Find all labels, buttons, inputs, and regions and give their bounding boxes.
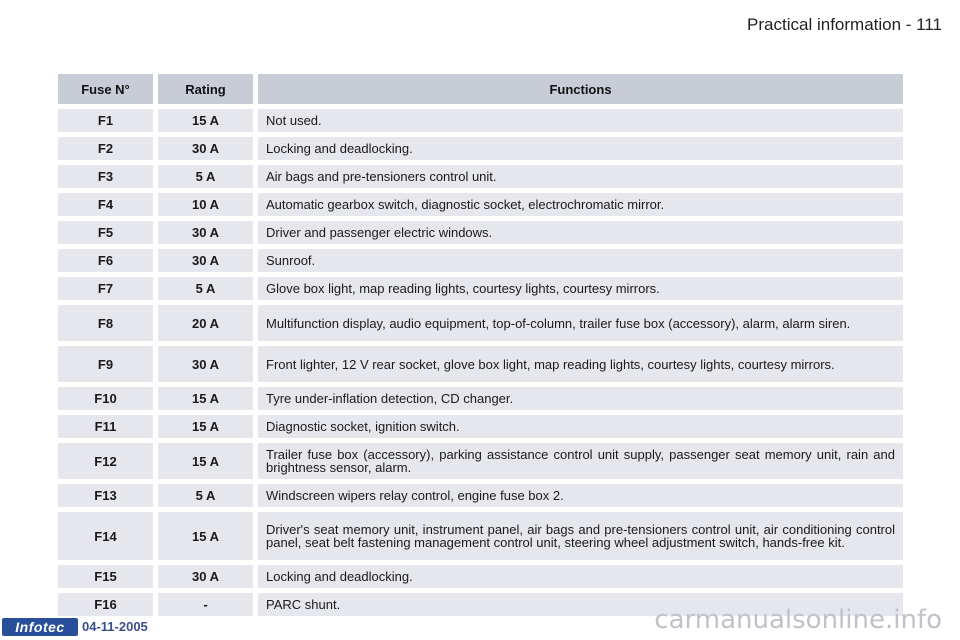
- fuse-rating: -: [158, 593, 258, 616]
- fuse-rating: 30 A: [158, 249, 258, 272]
- table-row: [58, 165, 903, 188]
- fuse-function: PARC shunt.: [258, 593, 903, 616]
- fuse-rating: 20 A: [158, 305, 258, 341]
- fuse-rating: 30 A: [158, 346, 258, 382]
- infotec-logo: Infotec: [2, 618, 78, 636]
- fuse-table: [58, 69, 903, 621]
- header-functions: Functions: [258, 74, 903, 104]
- table-row: [58, 305, 903, 341]
- fuse-rating: 15 A: [158, 109, 258, 132]
- table-row: [58, 443, 903, 479]
- fuse-rating: 15 A: [158, 415, 258, 438]
- fuse-number: F13: [58, 484, 158, 507]
- table-row: [58, 415, 903, 438]
- fuse-number: F6: [58, 249, 158, 272]
- table-row: [58, 277, 903, 300]
- fuse-rating: 5 A: [158, 165, 258, 188]
- table-row: [58, 137, 903, 160]
- table-row: [58, 249, 903, 272]
- fuse-number: F16: [58, 593, 158, 616]
- fuse-rating: 5 A: [158, 484, 258, 507]
- fuse-number: F11: [58, 415, 158, 438]
- fuse-number: F7: [58, 277, 158, 300]
- fuse-number: F9: [58, 346, 158, 382]
- fuse-rating: 30 A: [158, 137, 258, 160]
- page-title: Practical information - 111: [747, 15, 942, 34]
- fuse-rating: 30 A: [158, 221, 258, 244]
- fuse-rating: 15 A: [158, 512, 258, 560]
- header-fuse: Fuse N°: [58, 74, 158, 104]
- fuse-rating: 5 A: [158, 277, 258, 300]
- fuse-rating: 15 A: [158, 387, 258, 410]
- fuse-function: Windscreen wipers relay control, engine fuse box 2.: [258, 484, 903, 507]
- fuse-rating: 30 A: [158, 565, 258, 588]
- fuse-function: Not used.: [258, 109, 903, 132]
- fuse-function: Trailer fuse box (accessory), parking assistance control unit supply, passenger seat memory unit, rain and brightness sensor, alarm.: [258, 443, 903, 479]
- fuse-function: Air bags and pre-tensioners control unit.: [258, 165, 903, 188]
- table-row: [58, 387, 903, 410]
- fuse-function: Tyre under-inflation detection, CD changer.: [258, 387, 903, 410]
- table-row: [58, 484, 903, 507]
- fuse-rating: 15 A: [158, 443, 258, 479]
- fuse-number: F12: [58, 443, 158, 479]
- fuse-number: F2: [58, 137, 158, 160]
- fuse-number: F4: [58, 193, 158, 216]
- fuse-number: F8: [58, 305, 158, 341]
- table-row: [58, 109, 903, 132]
- fuse-function: Diagnostic socket, ignition switch.: [258, 415, 903, 438]
- fuse-function: Locking and deadlocking.: [258, 565, 903, 588]
- fuse-function: Automatic gearbox switch, diagnostic socket, electrochromatic mirror.: [258, 193, 903, 216]
- fuse-number: F3: [58, 165, 158, 188]
- header-rating: Rating: [158, 74, 258, 104]
- fuse-function: Driver's seat memory unit, instrument panel, air bags and pre-tensioners control unit, air conditioning control panel, seat belt fastening management control unit, steering wheel adjustment switch, hands-free kit.: [258, 512, 903, 560]
- fuse-rating: 10 A: [158, 193, 258, 216]
- table-row: [58, 193, 903, 216]
- fuse-function: Driver and passenger electric windows.: [258, 221, 903, 244]
- fuse-number: F14: [58, 512, 158, 560]
- table-header-row: [58, 74, 903, 104]
- footer-date: 04-11-2005: [82, 619, 148, 634]
- table-row: [58, 565, 903, 588]
- fuse-function: Glove box light, map reading lights, courtesy lights, courtesy mirrors.: [258, 277, 903, 300]
- table-row: [58, 221, 903, 244]
- fuse-number: F15: [58, 565, 158, 588]
- fuse-function: Front lighter, 12 V rear socket, glove box light, map reading lights, courtesy lights, courtesy mirrors.: [258, 346, 903, 382]
- fuse-number: F10: [58, 387, 158, 410]
- fuse-function: Multifunction display, audio equipment, top-of-column, trailer fuse box (accessory), alarm, alarm siren.: [258, 305, 903, 341]
- watermark: carmanualsonline.info: [654, 605, 942, 635]
- table-row: [58, 346, 903, 382]
- fuse-number: F1: [58, 109, 158, 132]
- fuse-function: Sunroof.: [258, 249, 903, 272]
- table-row: [58, 512, 903, 560]
- fuse-function: Locking and deadlocking.: [258, 137, 903, 160]
- fuse-number: F5: [58, 221, 158, 244]
